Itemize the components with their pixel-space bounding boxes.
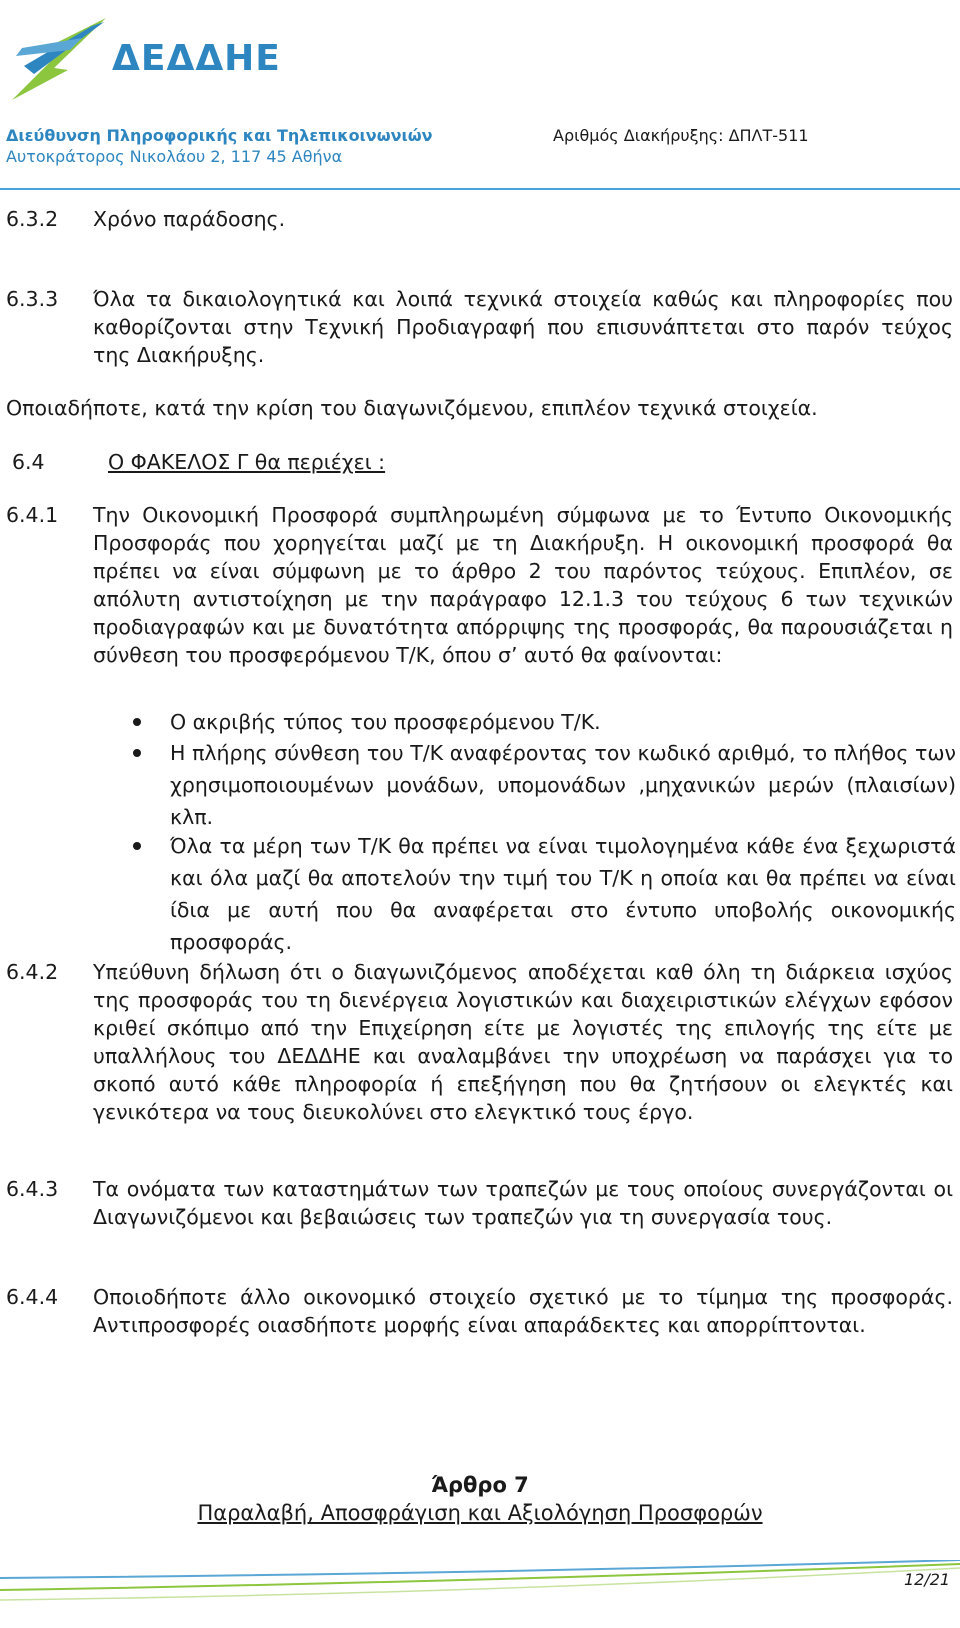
section-number: 6.4.4 [6, 1285, 59, 1309]
section-number: 6.4.3 [6, 1177, 59, 1201]
header-divider [0, 188, 960, 190]
bullet-icon [133, 842, 141, 850]
company-logo [4, 8, 304, 108]
department-address: Αυτοκράτορος Νικολάου 2, 117 45 Αθήνα [6, 147, 343, 166]
bullet-icon [133, 749, 141, 757]
article-subtitle: Παραλαβή, Αποσφράγιση και Αξιολόγηση Προσφορών [197, 1501, 763, 1525]
logo-mark-icon [4, 8, 114, 108]
section-text: Οποιοδήποτε άλλο οικονομικό στοιχείο σχετικό με το τίμημα της προσφοράς. Αντιπροσφορές οιασδήποτε μορφής είναι απαράδεκτες και απορρίπτονται. [93, 1285, 953, 1337]
department-name: Διεύθυνση Πληροφορικής και Τηλεπικοινωνιών [6, 126, 433, 145]
section-number: 6.3.2 [6, 207, 59, 231]
section-text: Την Οικονομική Προσφορά συμπληρωμένη σύμφωνα με το Έντυπο Οικονομικής Προσφοράς που χορηγείται μαζί με τη Διακήρυξη. Η οικονομική προσφορά θα πρέπει να είναι σύμφωνη με το άρθρο 2 του παρόντος τεύχους. Επιπλέον, σε απόλυτη αντιστοίχηση με την παράγραφο 12.1.3 του τεύχους 6 των τεχνικών προδιαγραφών και με δυνατότητα απόρριψης της προσφοράς, θα παρουσιάζεται η σύνθεση του προσφερόμενου Τ/Κ, όπου σ’ αυτό θα φαίνονται: [93, 503, 953, 667]
section-number: 6.4.2 [6, 960, 59, 984]
list-item: Όλα τα μέρη των Τ/Κ θα πρέπει να είναι τιμολογημένα κάθε ένα ξεχωριστά και όλα μαζί θα αποτελούν την τιμή του Τ/Κ η οποία και θα πρέπει να είναι ίδια με αυτή που θα αναφέρεται στο έντυπο υποβολής οικονομικής προσφοράς. [170, 834, 956, 954]
paragraph: Οποιαδήποτε, κατά την κρίση του διαγωνιζόμενου, επιπλέον τεχνικά στοιχεία. [6, 396, 818, 420]
article-heading: Άρθρο 7 [431, 1473, 529, 1497]
footer-decoration [0, 1560, 960, 1628]
section-number: 6.4.1 [6, 503, 59, 527]
section-text: Υπεύθυνη δήλωση ότι ο διαγωνιζόμενος αποδέχεται καθ όλη τη διάρκεια ισχύος της προσφοράς του τη διενέργεια λογιστικών και διαχειριστικών ελέγχων εφόσον κριθεί σκόπιμο από την Επιχείρηση είτε με λογιστές της επιλογής της είτε με υπαλλήλους του ΔΕΔΔΗΕ και αναλαμβάνει την υποχρέωση να παράσχει για το σκοπό αυτό κάθε πληροφορία ή επεξήγηση που θα ζητήσουν οι ελεγκτές και γενικότερα να τους διευκολύνει στο ελεγκτικό τους έργο. [93, 960, 953, 1124]
section-text: Χρόνο παράδοσης. [93, 207, 286, 231]
page-number: 12/21 [904, 1570, 951, 1589]
tender-reference: Αριθμός Διακήρυξης: ΔΠΛΤ-511 [553, 126, 809, 145]
section-heading: Ο ΦΑΚΕΛΟΣ Γ θα περιέχει : [108, 450, 386, 474]
bullet-icon [133, 718, 141, 726]
logo-wordmark: ΔΕΔΔΗΕ [112, 38, 281, 79]
list-item: Ο ακριβής τύπος του προσφερόμενου Τ/Κ. [170, 710, 601, 734]
section-number: 6.4 [12, 450, 45, 474]
list-item: Η πλήρης σύνθεση του Τ/Κ αναφέροντας τον κωδικό αριθμό, το πλήθος των χρησιμοποιουμένων μονάδων, υπομονάδων ,μηχανικών μερών (πλαισίων) κλπ. [170, 741, 956, 829]
section-text: Όλα τα δικαιολογητικά και λοιπά τεχνικά στοιχεία καθώς και πληροφορίες που καθορίζονται στην Τεχνική Προδιαγραφή που επισυνάπτεται στο παρόν τεύχος της Διακήρυξης. [93, 287, 953, 367]
section-number: 6.3.3 [6, 287, 59, 311]
section-text: Τα ονόματα των καταστημάτων των τραπεζών με τους οποίους συνεργάζονται οι Διαγωνιζόμενοι και βεβαιώσεις των τραπεζών για τη συνεργασία τους. [93, 1177, 953, 1229]
